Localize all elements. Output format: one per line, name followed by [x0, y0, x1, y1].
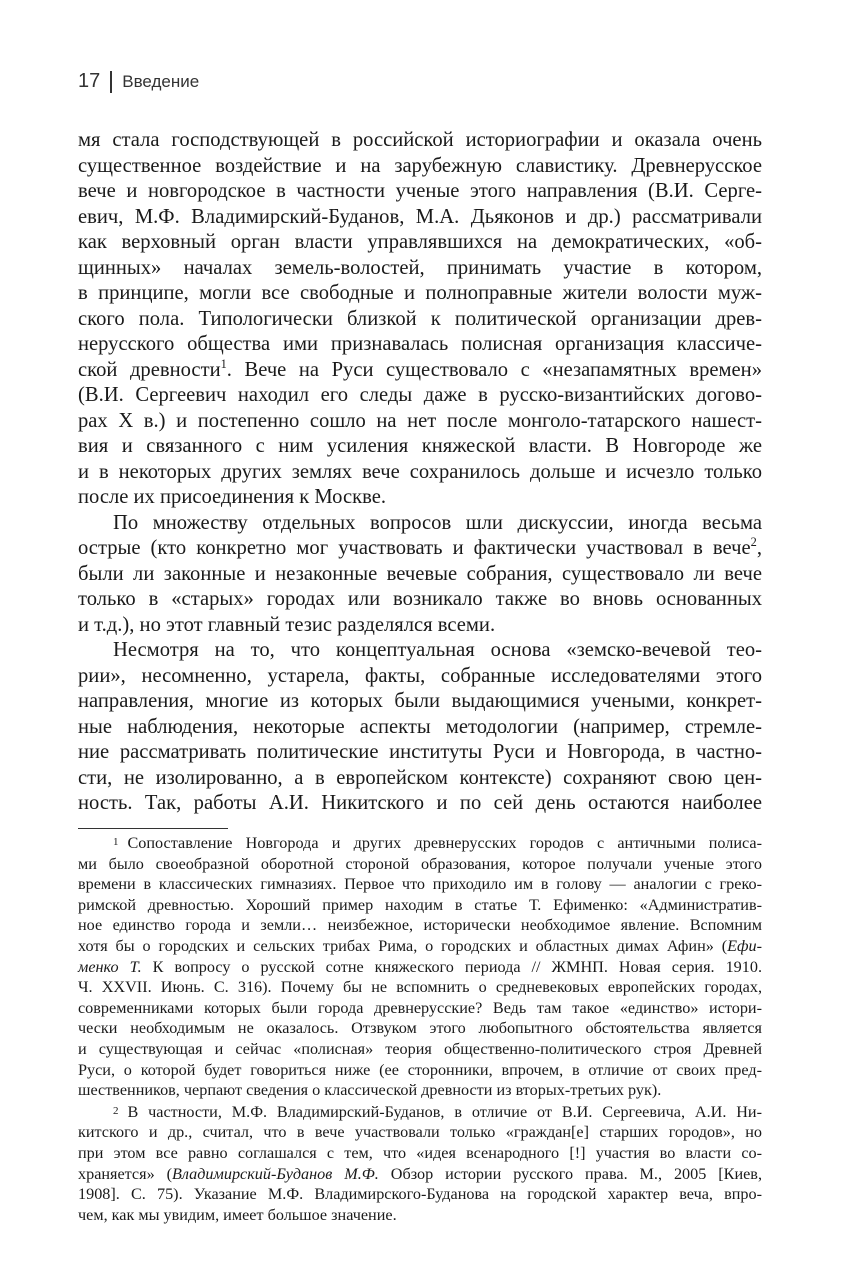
text-line: существенное воздействие и на зарубежную славистику. Древнерусское [78, 154, 762, 177]
text-line: как верховный орган власти управлявшихся на демократических, «об- [78, 231, 762, 253]
footnote-line: времени в классических гимназиях. Первое что приходило им в голову — аналогии с греко- [78, 875, 762, 894]
text-line: только в «старых» городах или возникало также во вновь основанных [78, 588, 762, 610]
text-line: ность. Так, работы А.И. Никитского и по сей день остаются наиболее [78, 792, 762, 814]
text-line: сти, не изолированно, а в европейском контексте) сохраняют свою цен- [78, 766, 762, 789]
footnote-line: современниками которых были города древнерусские? Ведь там такое «единство» истори- [78, 998, 762, 1017]
text-line: щинных» началах земель-волостей, принимать участие в котором, [78, 256, 762, 279]
footnote-line [78, 957, 762, 978]
text-fragment: хотя бы о городских и сельских трибах Рима, о городских и областных димах Афин» ( [78, 936, 728, 955]
page-number: 17 [78, 70, 101, 92]
text-line: рии», несомненно, устарела, факты, собранные исследователями этого [78, 664, 762, 687]
main-text [78, 128, 762, 817]
author-name: менко Т. [78, 957, 142, 976]
footnote-line: и существующая и сейчас «полисная» теория общественно-политического строя Древней [78, 1039, 762, 1058]
footnote-ref-1[interactable]: 1 [220, 356, 227, 371]
section-title: Введение [122, 71, 200, 91]
text-line: Несмотря на то, что концептуальная основа «земско-вечевой тео- [113, 639, 762, 661]
text-line: и в некоторых других землях вече сохранилось дольше и исчезло только [78, 460, 762, 483]
text-fragment: , [756, 537, 762, 559]
footnote-ref-2[interactable]: 2 [750, 535, 757, 550]
text-line: направления, многие из которых были выдающимися учеными, конкрет- [78, 690, 762, 712]
footnote-line: шественников, черпают сведения о классической древности из вторых-третьих рук). [78, 1081, 662, 1100]
text-line: вия и связанного с ним усиления княжеской власти. В Новгороде же [78, 435, 762, 457]
text-fragment: К вопросу о русской сотне княжеского периода // ЖМНП. Новая серия. 1910. [141, 957, 762, 976]
text-fragment: острые (кто конкретно мог участвовать и фактически участвовал в вече [78, 537, 751, 559]
text-line: По множеству отдельных вопросов шли дискуссии, иногда весьма [113, 511, 762, 534]
header-divider [110, 71, 112, 93]
text-line: вече и новгородское в частности ученые этого направления (В.И. Серге- [78, 180, 762, 202]
text-fragment: храняется» ( [78, 1164, 172, 1183]
text-line: ние рассматривать политические институты Руси и Новгорода, в частно- [78, 741, 762, 763]
footnote-line: ное единство города и земли… неизбежное, исторически необходимое явление. Вспомним [78, 916, 762, 935]
footnote-line: чем, как мы увидим, имеет большое значение. [78, 1205, 397, 1224]
text-line: были ли законные и незаконные вечевые собрания, существовало ли вече [78, 562, 762, 585]
text-line [78, 536, 762, 562]
author-name: Владимирский-Буданов М.Ф. [172, 1164, 379, 1183]
footnote-line: ми было своеобразной оборотной стороной образования, которое получали ученые этого [78, 854, 762, 873]
text-line: после их присоединения к Москве. [78, 486, 387, 508]
footnote-line: при этом все равно соглашался с тем, что «идея всенародного [!] участия во власти со- [78, 1143, 762, 1162]
footnote-line: 1908]. С. 75). Указание М.Ф. Владимирского-Буданова на городской характер веча, впро- [78, 1185, 762, 1204]
text-line: (В.И. Сергеевич находил его следы даже в русско-византийских догово- [78, 384, 762, 406]
text-line: ского пола. Типологически близкой к политической организации древ- [78, 307, 762, 330]
footnote-line [78, 936, 762, 957]
footnote-line [78, 1101, 762, 1123]
footnote-line: чески необходимым не оказалось. Отзвуком этого любопытного обстоятельства является [78, 1019, 762, 1038]
text-fragment: Сопоставление Новгорода и других древнерусских городов с античными полиса- [127, 834, 762, 852]
author-name: Ефи- [727, 936, 762, 955]
text-line: рах X в.) и постепенно сошло на нет после монголо-татарского нашест- [78, 409, 762, 432]
text-line [78, 358, 762, 384]
text-line: и т.д.), но этот главный тезис разделялся всеми. [78, 613, 496, 636]
text-line: в принципе, могли все свободные и полноправные жители волости муж- [78, 282, 762, 304]
text-line: евич, М.Ф. Владимирский-Буданов, М.А. Дьяконов и др.) рассматривали [78, 205, 762, 228]
footnote-line: римской древностью. Хороший пример находим в статье Т. Ефименко: «Административ- [78, 895, 762, 914]
text-fragment: . Вече на Руси существовало с «незапамятных времен» [226, 358, 762, 381]
footnote-line [78, 1164, 762, 1185]
text-line: нерусского общества ими признавалась полисная организация классиче- [78, 333, 762, 355]
text-fragment: Обзор истории русского права. М., 2005 [Киев, [378, 1164, 762, 1183]
text-line: ные наблюдения, некоторые аспекты методологии (например, стремле- [78, 715, 762, 738]
footnote-line: Руси, о которой будет говориться ниже (ее сторонники, впрочем, в отличие от своих пред- [78, 1060, 762, 1079]
running-header [78, 70, 199, 93]
footnote-line: китского и др., считал, что в вече участвовали только «граждан[е] старших городов», но [78, 1123, 762, 1142]
footnote-number: 1 [113, 836, 119, 848]
text-fragment: В частности, М.Ф. Владимирский-Буданов, в отличие от В.И. Сергеевича, А.И. Ни- [127, 1102, 762, 1121]
footnote-line [78, 832, 762, 854]
text-line: мя стала господствующей в российской историографии и оказала очень [78, 129, 762, 151]
footnote-number: 2 [113, 1104, 119, 1117]
footnote-line: Ч. XXVII. Июнь. С. 316). Почему бы не вспомнить о средневековых европейских городах, [78, 978, 762, 997]
footnote-divider [78, 828, 228, 829]
footnotes [78, 832, 762, 1225]
text-fragment: ской древности [78, 358, 221, 381]
